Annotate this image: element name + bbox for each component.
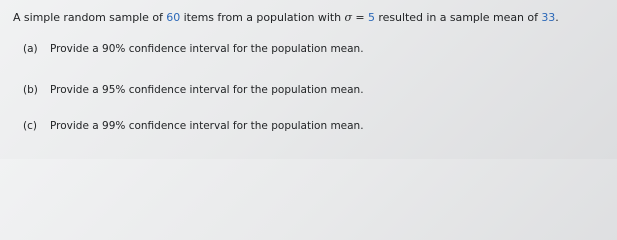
part-b-text: Provide a 95% confidence interval for the population mean. <box>50 84 364 96</box>
part-a <box>23 43 364 55</box>
stem-text-3: = <box>351 11 368 24</box>
part-c-text: Provide a 99% confidence interval for the population mean. <box>50 120 364 132</box>
stem-text-2: items from a population with <box>180 11 345 24</box>
part-b-letter: (b) <box>23 84 38 96</box>
sample-mean-value: 33 <box>541 11 556 24</box>
stem-text-5: . <box>555 11 559 24</box>
part-b <box>23 84 364 96</box>
part-a-letter: (a) <box>23 43 38 55</box>
part-a-text: Provide a 90% confidence interval for the population mean. <box>50 43 364 55</box>
sigma-symbol: σ <box>344 11 352 24</box>
stem-text-4: resulted in a sample mean of <box>374 11 542 24</box>
part-c-letter: (c) <box>23 120 37 132</box>
sigma-value: 5 <box>368 11 375 24</box>
part-c <box>23 120 364 132</box>
problem-stem <box>13 11 559 24</box>
sample-size-value: 60 <box>166 11 181 24</box>
stem-text-1: A simple random sample of <box>13 11 167 24</box>
